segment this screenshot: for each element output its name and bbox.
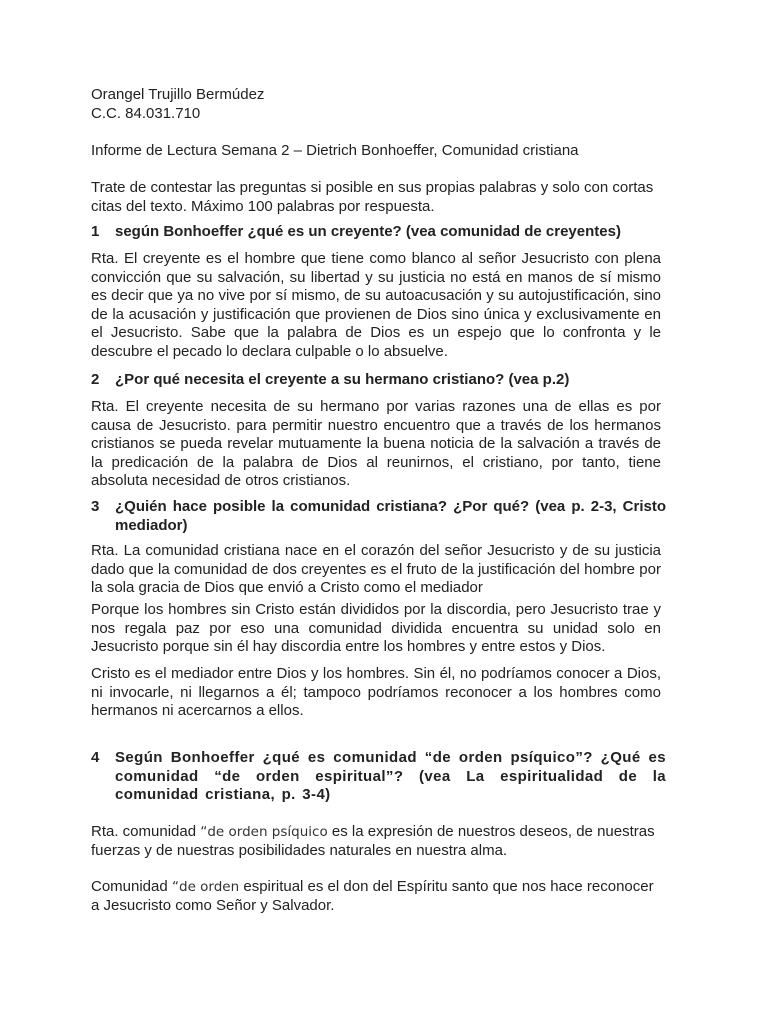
question-text: Según Bonhoeffer ¿qué es comunidad “de orden psíquico”? ¿Qué es comunidad “de orden espiritual”? (vea La espiritualidad de la comunidad cristiana, p. 3-4) [115,749,666,803]
answer-term: “de orden [167,879,240,895]
question-number: 2 [91,371,100,388]
answer-text: Rta. comunidad [91,823,197,840]
question-text: según Bonhoeffer ¿qué es un creyente? (vea comunidad de creyentes) [115,223,621,240]
question-1 [91,223,666,242]
answer-text: espiritual es el don del Espíritu santo que nos hace reconocer a Jesucristo como Señor y Salvador. [91,878,654,914]
answer-4-psychic [91,823,661,860]
question-text: ¿Quién hace posible la comunidad cristiana? ¿Por qué? (vea p. 2-3, Cristo mediador) [115,498,666,534]
question-2 [91,371,666,390]
report-title: Informe de Lectura Semana 2 – Dietrich Bonhoeffer, Comunidad cristiana [91,142,579,159]
question-number: 1 [91,223,100,240]
question-text: ¿Por qué necesita el creyente a su hermano cristiano? (vea p.2) [115,371,570,388]
question-number: 3 [91,498,100,515]
instructions: Trate de contestar las preguntas si posible en sus propias palabras y solo con cortas citas del texto. Máximo 100 palabras por respuesta. [91,179,654,215]
answer-4-spiritual [91,878,661,915]
answer-3-paragraph-2: Porque los hombres sin Cristo están divididos por la discordia, pero Jesucristo trae y nos regala paz por eso una comunidad dividida encuentra su unidad solo en Jesucristo porque sin él hay discordia entre los hombres y entre estos y Dios. [91,601,661,655]
answer-2: Rta. El creyente necesita de su hermano por varias razones una de ellas es por causa de Jesucristo. para permitir nuestro encuentro que a través de los hermanos cristianos se pueda revelar mutuamente la buena noticia de la salvación a través de la predicación de la palabra de Dios al reunirnos, el cristiano, por tanto, tiene absoluta necesidad de otros cristianos. [91,398,661,489]
question-4 [91,749,666,805]
answer-text: es la expresión de nuestros deseos, de nuestras fuerzas y de nuestras posibilidades naturales en nuestra alma. [91,823,655,859]
answer-3: Rta. La comunidad cristiana nace en el corazón del señor Jesucristo y de su justicia dado que la comunidad de dos creyentes es el fruto de la justificación del hombre por la sola gracia de Dios que envió a Cristo como el mediador [91,542,661,596]
answer-3-paragraph-3: Cristo es el mediador entre Dios y los hombres. Sin él, no podríamos conocer a Dios, ni invocarle, ni llegarnos a él; tampoco podríamos reconocer a los hombres como hermanos ni acercarnos a ellos. [91,665,661,719]
answer-text: Comunidad [91,878,168,895]
question-3 [91,498,666,535]
answer-term: “de orden psíquico [196,824,328,840]
question-number: 4 [91,749,100,766]
author-id: C.C. 84.031.710 [91,105,201,122]
author-name: Orangel Trujillo Bermúdez [91,86,265,103]
answer-1: Rta. El creyente es el hombre que tiene como blanco al señor Jesucristo con plena convicción que su salvación, su libertad y su justicia no está en manos de sí mismo es decir que ya no vive por sí mismo, de su autoacusación y su autojustificación, sino de la acusación y justificación que provienen de Dios sino única y exclusivamente en el Jesucristo. Sabe que la palabra de Dios es un espejo que lo confronta y le descubre el pecado lo declara culpable o lo absuelve. [91,250,661,360]
